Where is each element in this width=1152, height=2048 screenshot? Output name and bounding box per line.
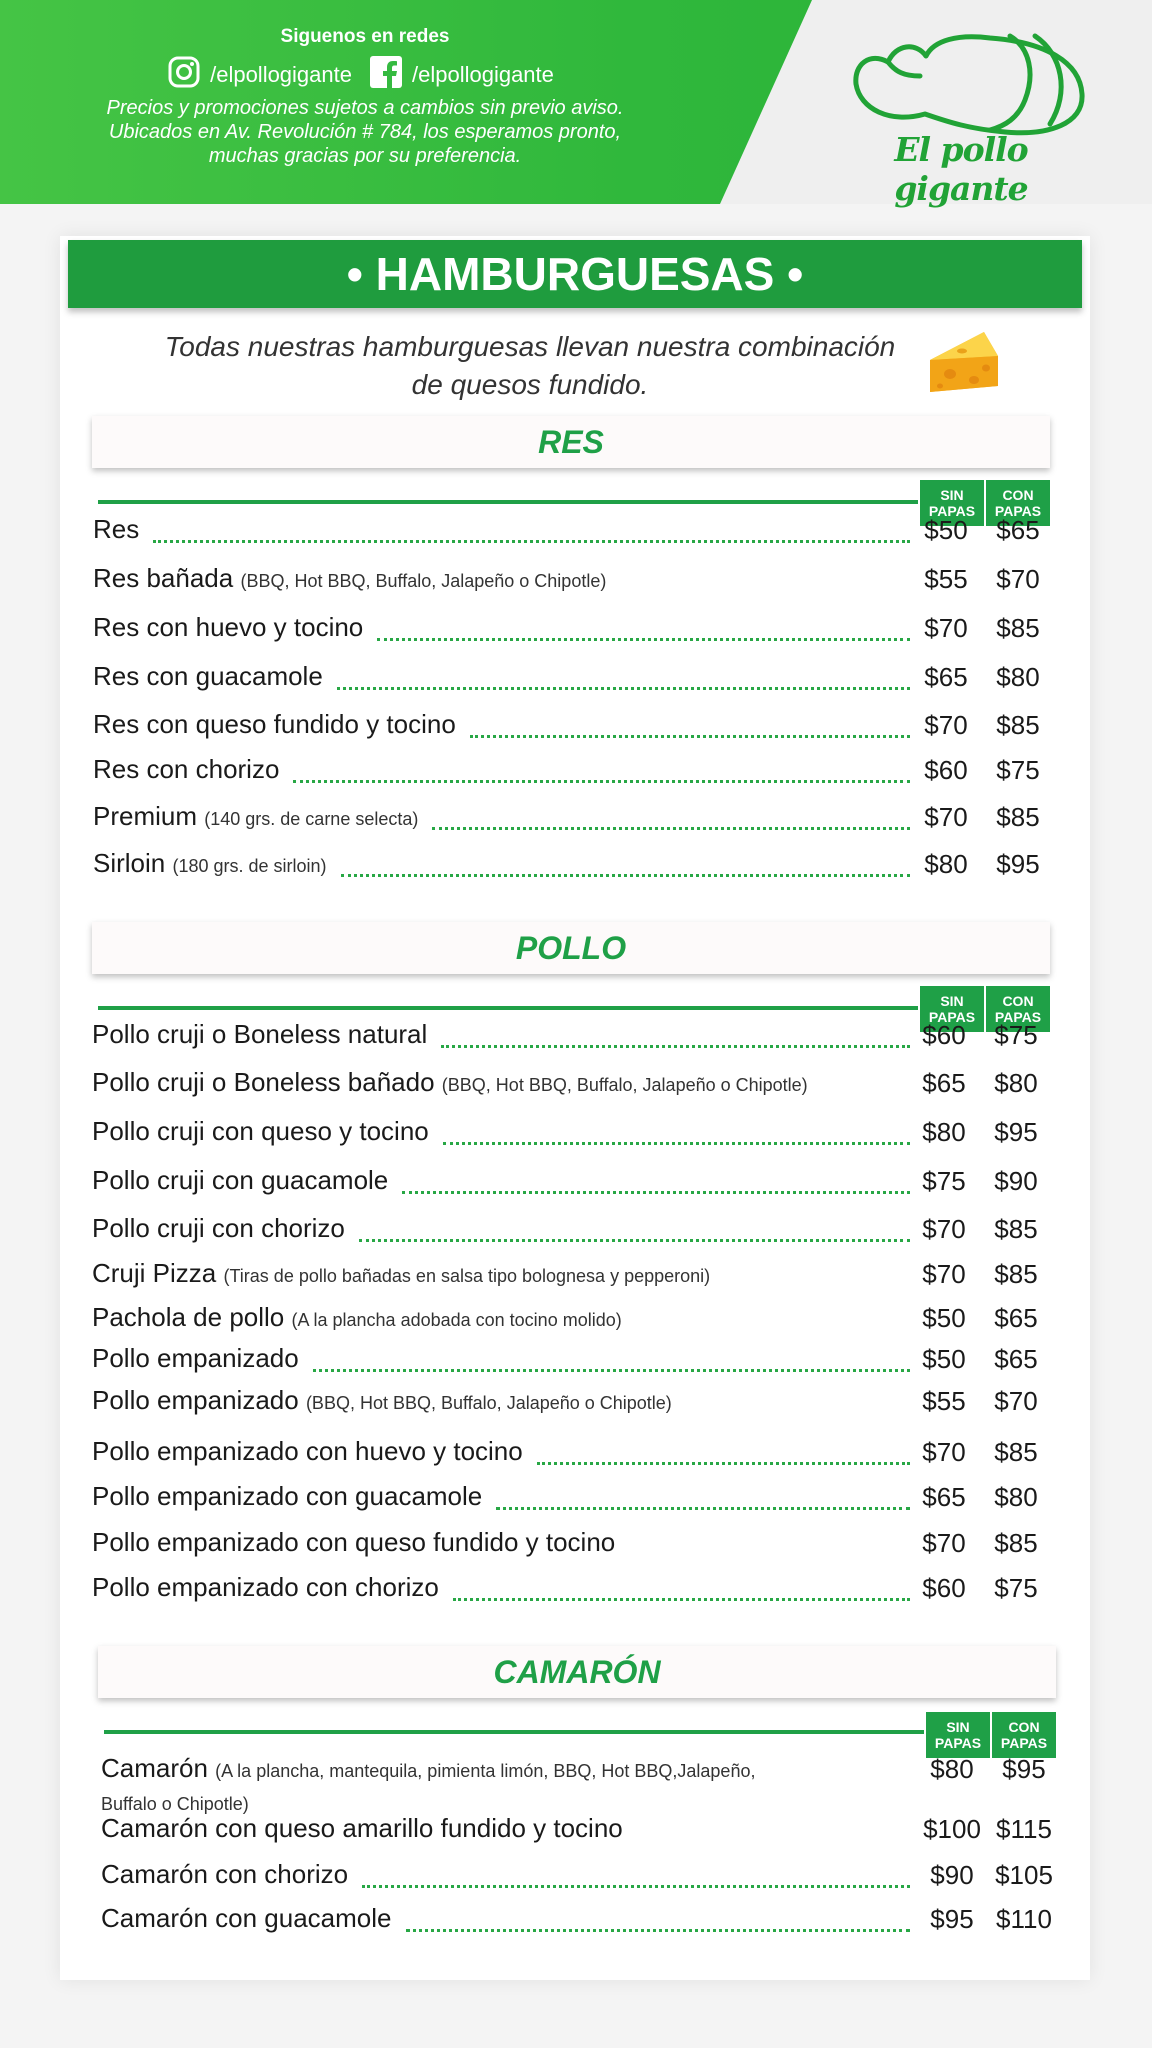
- menu-item[interactable]: [92, 1433, 910, 1473]
- menu-item[interactable]: [92, 1064, 910, 1104]
- price-sin-papas: $100: [923, 1814, 981, 1844]
- item-note: (180 grs. de sirloin): [172, 856, 327, 876]
- item-name-text: Pollo cruji con chorizo: [92, 1213, 345, 1243]
- price-con-papas: $90: [994, 1166, 1038, 1196]
- price-con-papas: $80: [994, 1482, 1038, 1512]
- item-note: (Tiras de pollo bañadas en salsa tipo bolognesa y pepperoni): [223, 1266, 711, 1286]
- price-sin-papas: $80: [930, 1754, 974, 1784]
- menu-intro: [120, 328, 940, 404]
- price-con-papas: $80: [996, 662, 1040, 692]
- price-con-papas: $85: [994, 1214, 1038, 1244]
- dotted-leader: [470, 735, 910, 738]
- section-divider: [104, 1730, 924, 1734]
- price-con-papas: $105: [995, 1860, 1053, 1890]
- menu-item-name: [92, 1302, 622, 1333]
- section-title-1: POLLO: [92, 922, 1050, 974]
- sin-papas-badge: [926, 1712, 990, 1758]
- menu-item-name: [92, 1385, 672, 1416]
- price-con-papas: $75: [996, 755, 1040, 785]
- price-sin-papas: $55: [922, 1386, 966, 1416]
- item-name-text: Pollo empanizado con huevo y tocino: [92, 1436, 523, 1466]
- item-note: (BBQ, Hot BBQ, Buffalo, Jalapeño o Chipotle): [305, 1393, 672, 1413]
- price-sin-papas: $80: [924, 849, 968, 879]
- item-name-text: Res con huevo y tocino: [93, 612, 364, 642]
- dotted-leader: [337, 687, 910, 690]
- menu-item[interactable]: [93, 706, 910, 746]
- dotted-leader: [537, 1462, 910, 1465]
- menu-item-name: [93, 848, 327, 879]
- price-sin-papas: $70: [922, 1214, 966, 1244]
- item-name-text: Pachola de pollo: [92, 1302, 285, 1332]
- price-sin-papas: $55: [924, 564, 968, 594]
- price-con-papas: $80: [994, 1068, 1038, 1098]
- item-name-text: Camarón: [101, 1753, 208, 1783]
- menu-item[interactable]: [92, 1478, 910, 1518]
- menu-item[interactable]: [93, 798, 910, 838]
- instagram-handle[interactable]: /elpollogigante: [210, 62, 352, 87]
- price-con-papas: $65: [994, 1303, 1038, 1333]
- menu-item-name: [92, 1258, 710, 1289]
- menu-item[interactable]: [92, 1524, 910, 1564]
- menu-item-name: [92, 1116, 429, 1147]
- price-sin-papas: $50: [924, 515, 968, 545]
- price-sin-papas: $75: [922, 1166, 966, 1196]
- notice-line: muchas gracias por su preferencia.: [208, 145, 522, 167]
- item-name-text: Pollo empanizado con chorizo: [92, 1572, 439, 1602]
- menu-item[interactable]: [101, 1856, 910, 1896]
- item-note: (BBQ, Hot BBQ, Buffalo, Jalapeño o Chipotle): [441, 1075, 808, 1095]
- item-name-text: Pollo cruji con guacamole: [92, 1165, 389, 1195]
- notice-text: [0, 96, 730, 168]
- item-name-text: Res con chorizo: [93, 754, 280, 784]
- logo-text: El pollo gigante: [894, 130, 1028, 208]
- price-con-papas: $85: [994, 1528, 1038, 1558]
- item-note: (BBQ, Hot BBQ, Buffalo, Jalapeño o Chipotle): [240, 571, 607, 591]
- menu-item-name: [101, 1903, 392, 1934]
- dotted-leader: [402, 1191, 910, 1194]
- dotted-leader: [153, 540, 910, 543]
- item-name-text: Camarón con chorizo: [101, 1859, 349, 1889]
- dotted-leader: [453, 1598, 910, 1601]
- menu-item[interactable]: [92, 1016, 910, 1056]
- item-name-text: Cruji Pizza: [92, 1258, 217, 1288]
- item-name-text: Res con queso fundido y tocino: [93, 709, 456, 739]
- dotted-leader: [359, 1239, 910, 1242]
- menu-item[interactable]: [93, 511, 910, 551]
- price-con-papas: $65: [996, 515, 1040, 545]
- badge-label: CON PAPAS: [1000, 1719, 1048, 1751]
- price-sin-papas: $70: [924, 802, 968, 832]
- intro-line: de quesos fundido.: [411, 369, 649, 400]
- menu-item[interactable]: [93, 845, 910, 885]
- price-sin-papas: $70: [924, 613, 968, 643]
- badge-label: SIN PAPAS: [928, 993, 976, 1025]
- menu-item[interactable]: [92, 1299, 910, 1339]
- menu-item[interactable]: [93, 560, 910, 600]
- item-name-text: Pollo empanizado con queso fundido y tocino: [92, 1527, 616, 1557]
- item-name-text: Pollo cruji o Boneless natural: [92, 1019, 428, 1049]
- social-row: [0, 56, 730, 94]
- menu-item[interactable]: [101, 1810, 910, 1850]
- price-sin-papas: $60: [922, 1020, 966, 1050]
- facebook-icon[interactable]: [370, 56, 402, 94]
- price-sin-papas: $70: [922, 1437, 966, 1467]
- price-sin-papas: $90: [930, 1860, 974, 1890]
- menu-item-name: [93, 661, 323, 692]
- price-con-papas: $85: [996, 613, 1040, 643]
- price-con-papas: $85: [996, 710, 1040, 740]
- con-papas-badge: [992, 1712, 1056, 1758]
- item-name-text: Pollo empanizado: [92, 1385, 299, 1415]
- instagram-icon[interactable]: [168, 56, 200, 94]
- menu-item-name: [92, 1019, 427, 1050]
- menu-item[interactable]: [93, 609, 910, 649]
- badge-label: SIN PAPAS: [934, 1719, 982, 1751]
- price-sin-papas: $60: [924, 755, 968, 785]
- price-sin-papas: $70: [924, 710, 968, 740]
- price-con-papas: $75: [994, 1020, 1038, 1050]
- price-sin-papas: $95: [930, 1904, 974, 1934]
- menu-item-name: [93, 514, 139, 545]
- item-note: (A la plancha adobada con tocino molido): [291, 1310, 622, 1330]
- price-con-papas: $110: [996, 1904, 1052, 1934]
- item-name-text: Pollo cruji con queso y tocino: [92, 1116, 429, 1146]
- menu-item[interactable]: [93, 658, 910, 698]
- price-sin-papas: $65: [922, 1068, 966, 1098]
- item-name-text: Pollo empanizado con guacamole: [92, 1481, 483, 1511]
- notice-line: Precios y promociones sujetos a cambios sin previo aviso.: [106, 97, 624, 119]
- dotted-leader: [341, 874, 910, 877]
- item-name-text: Res bañada: [93, 563, 234, 593]
- price-con-papas: $95: [994, 1117, 1038, 1147]
- menu-item-name: [92, 1343, 299, 1374]
- section-title-2: CAMARÓN: [98, 1646, 1056, 1698]
- item-name-text: Camarón con queso amarillo fundido y tocino: [101, 1813, 623, 1843]
- item-note-second-line: Buffalo o Chipotle): [101, 1794, 249, 1814]
- menu-item-name: [101, 1859, 348, 1890]
- price-sin-papas: $65: [922, 1482, 966, 1512]
- item-name-text: Res: [93, 514, 140, 544]
- price-con-papas: $95: [996, 849, 1040, 879]
- item-name-text: Camarón con guacamole: [101, 1903, 392, 1933]
- badge-label: CON PAPAS: [994, 993, 1042, 1025]
- section-title-0: RES: [92, 416, 1050, 468]
- social-title: Siguenos en redes: [280, 26, 450, 47]
- menu-item[interactable]: [92, 1569, 910, 1609]
- price-con-papas: $115: [996, 1814, 1052, 1844]
- facebook-handle[interactable]: /elpollogigante: [412, 62, 554, 87]
- price-con-papas: $85: [996, 802, 1040, 832]
- dotted-leader: [377, 638, 910, 641]
- item-name-text: Premium: [93, 801, 198, 831]
- item-name-text: Pollo empanizado: [92, 1343, 299, 1373]
- dotted-leader: [441, 1045, 910, 1048]
- item-note: (140 grs. de carne selecta): [204, 809, 419, 829]
- menu-item-name: [93, 801, 418, 832]
- cheese-icon: [926, 326, 1002, 396]
- price-sin-papas: $70: [922, 1528, 966, 1558]
- dotted-leader: [313, 1369, 910, 1372]
- price-con-papas: $95: [1002, 1754, 1046, 1784]
- menu-item-name: [93, 754, 279, 785]
- menu-item-name: [93, 563, 606, 594]
- menu-item[interactable]: [92, 1162, 910, 1202]
- price-con-papas: $70: [994, 1386, 1038, 1416]
- menu-item[interactable]: [93, 751, 910, 791]
- price-con-papas: $85: [994, 1437, 1038, 1467]
- price-con-papas: $75: [994, 1573, 1038, 1603]
- menu-item[interactable]: [92, 1382, 910, 1422]
- price-sin-papas: $70: [922, 1259, 966, 1289]
- menu-item-name: [93, 709, 456, 740]
- menu-item[interactable]: [92, 1340, 910, 1380]
- menu-item[interactable]: [101, 1900, 910, 1940]
- intro-line: Todas nuestras hamburguesas llevan nuestra combinación: [164, 331, 896, 362]
- price-sin-papas: $60: [922, 1573, 966, 1603]
- menu-item[interactable]: [92, 1255, 910, 1295]
- price-con-papas: $70: [996, 564, 1040, 594]
- menu-title: • HAMBURGUESAS •: [68, 240, 1082, 308]
- item-name-text: Pollo cruji o Boneless bañado: [92, 1067, 435, 1097]
- dotted-leader: [406, 1929, 911, 1932]
- dotted-leader: [362, 1885, 910, 1888]
- price-sin-papas: $50: [922, 1344, 966, 1374]
- price-sin-papas: $65: [924, 662, 968, 692]
- price-sin-papas: $50: [922, 1303, 966, 1333]
- price-sin-papas: $80: [922, 1117, 966, 1147]
- menu-item-name: [93, 612, 363, 643]
- price-con-papas: $65: [994, 1344, 1038, 1374]
- menu-item-name: [101, 1753, 755, 1784]
- menu-item-name: [92, 1527, 615, 1558]
- item-name-text: Sirloin: [93, 848, 166, 878]
- menu-item[interactable]: [92, 1113, 910, 1153]
- dotted-leader: [443, 1142, 910, 1145]
- dotted-leader: [432, 827, 910, 830]
- price-con-papas: $85: [994, 1259, 1038, 1289]
- dotted-leader: [293, 780, 910, 783]
- notice-line: Ubicados en Av. Revolución # 784, los esperamos pronto,: [108, 121, 622, 143]
- menu-item-name: [92, 1436, 523, 1467]
- menu-item-name: [92, 1165, 388, 1196]
- section-divider: [98, 500, 918, 504]
- badge-label: CON PAPAS: [994, 487, 1042, 519]
- item-note: (A la plancha, mantequila, pimienta limón, BBQ, Hot BBQ,Jalapeño,: [215, 1761, 756, 1781]
- dotted-leader: [496, 1507, 910, 1510]
- menu-item-name: [101, 1813, 623, 1844]
- section-divider: [98, 1006, 918, 1010]
- menu-item-name: [92, 1213, 345, 1244]
- menu-item-name: [92, 1481, 482, 1512]
- badge-label: SIN PAPAS: [928, 487, 976, 519]
- menu-item[interactable]: [92, 1210, 910, 1250]
- menu-item[interactable]: [101, 1750, 910, 1790]
- menu-item-name: [92, 1572, 439, 1603]
- item-name-text: Res con guacamole: [93, 661, 323, 691]
- menu-item-name: [92, 1067, 808, 1098]
